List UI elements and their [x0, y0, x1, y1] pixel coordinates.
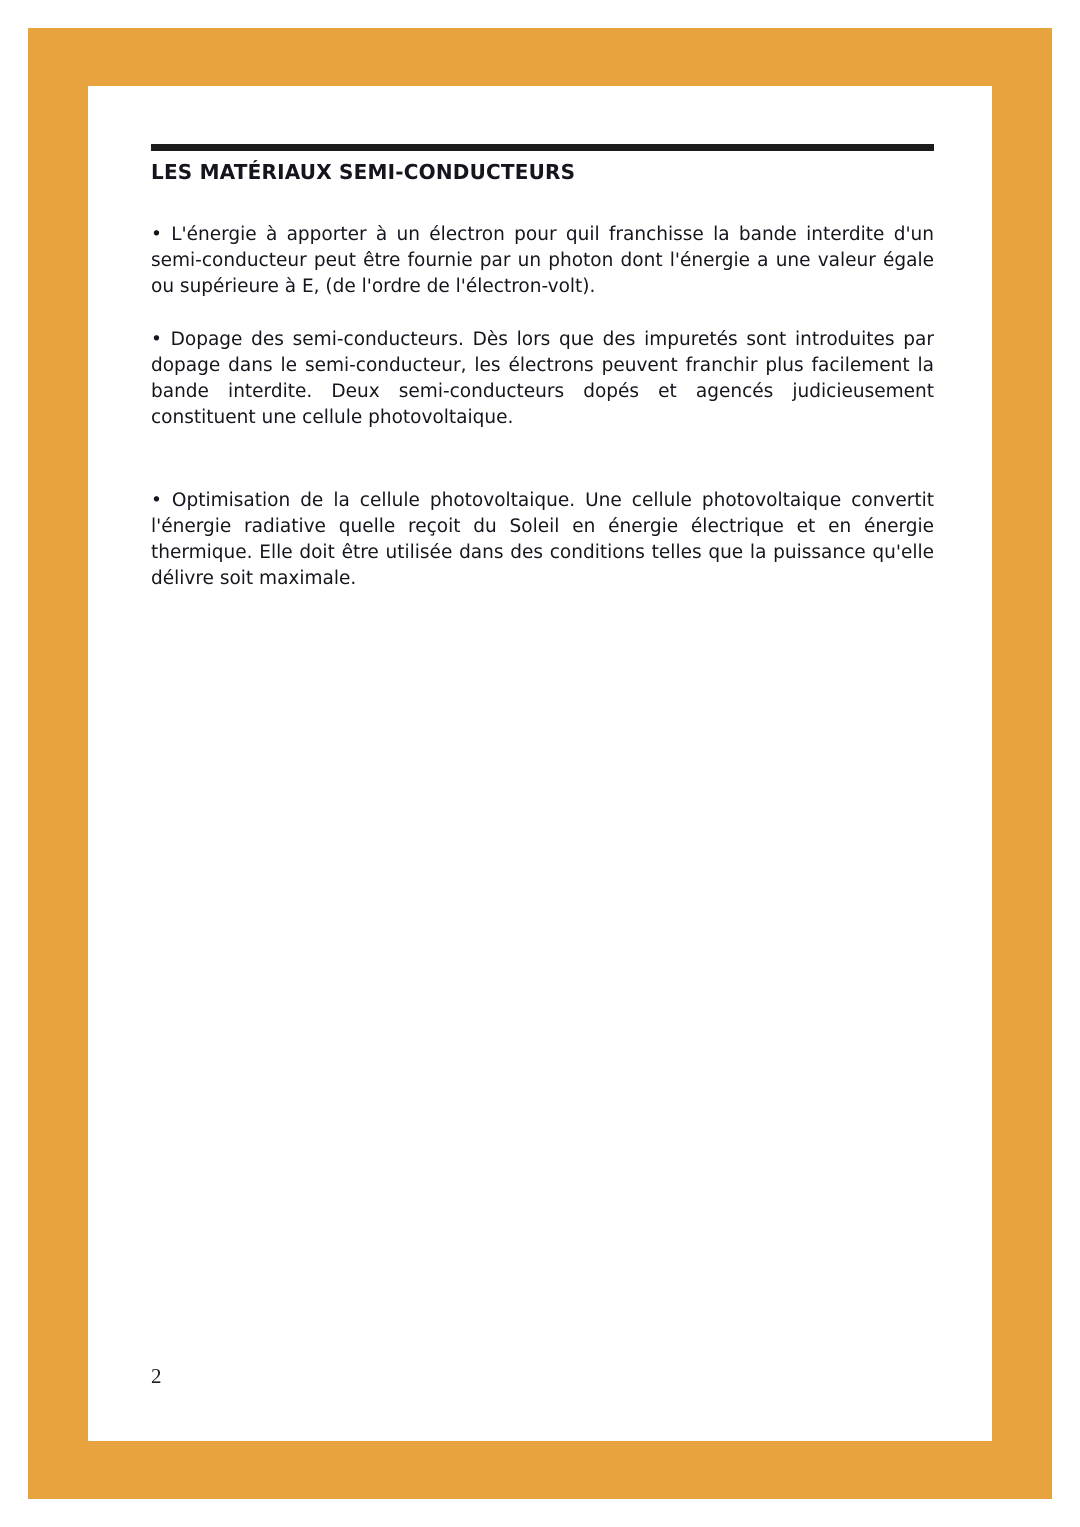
heading-rule — [151, 144, 934, 151]
page-number: 2 — [151, 1364, 162, 1388]
page-border-frame — [28, 28, 1052, 1499]
page-content — [151, 144, 934, 592]
document-page — [88, 86, 992, 1441]
paragraph-cell-optimization: • Optimisation de la cellule photovoltaique. Une cellule photovoltaique convertit l'énergie radiative quelle reçoit du Soleil en énergie électrique et en énergie thermique. Elle doit être utilisée dans des conditions telles que la puissance qu'elle délivre soit maximale. — [151, 490, 934, 589]
page-title: LES MATÉRIAUX SEMI-CONDUCTEURS — [151, 160, 576, 184]
paragraph-band-gap-energy: • L'énergie à apporter à un électron pour quil franchisse la bande interdite d'un semi-conducteur peut être fournie par un photon dont l'énergie a une valeur égale ou supérieure à E, (de l'ordre de l'électron-volt). — [151, 224, 934, 297]
paragraph-doping: • Dopage des semi-conducteurs. Dès lors que des impuretés sont introduites par dopage dans le semi-conducteur, les électrons peuvent franchir plus facilement la bande interdite. Deux semi-conducteurs dopés et agencés judicieusement constituent une cellule photovoltaique. — [151, 329, 934, 428]
